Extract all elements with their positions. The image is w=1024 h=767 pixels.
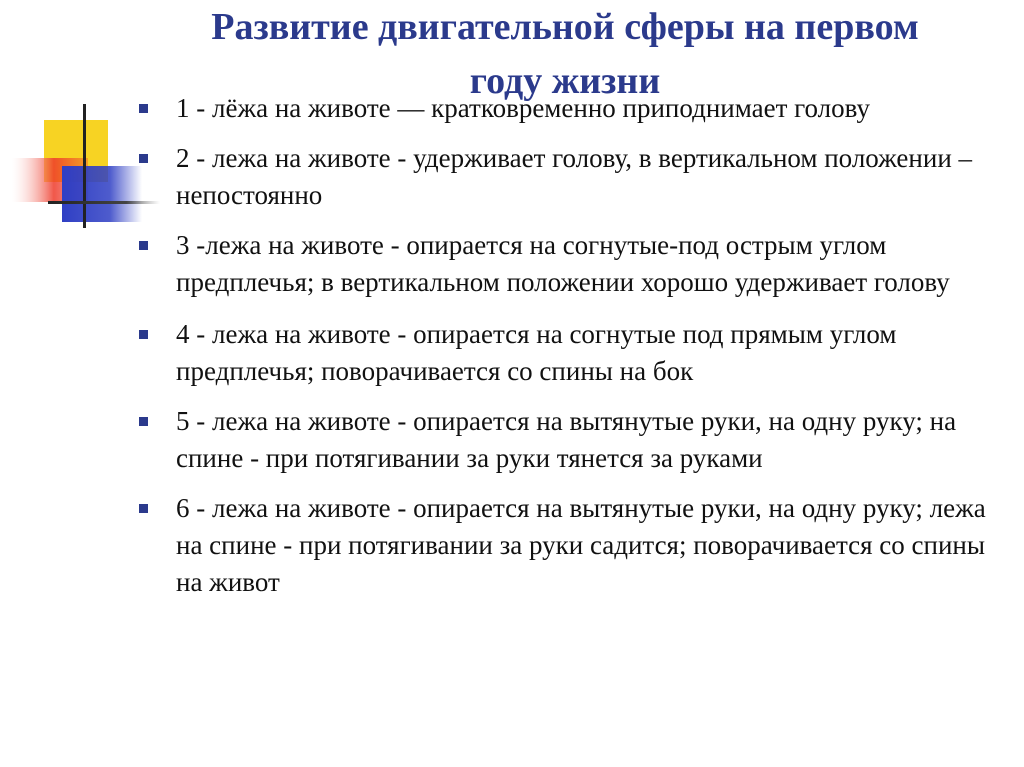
deco-blue-square [62, 166, 142, 222]
list-item-text: 1 - лёжа на животе — кратковременно приподнимает голову [176, 93, 870, 123]
square-bullet-icon [139, 417, 148, 426]
slide-title-line-2: году жизни [469, 60, 661, 102]
square-bullet-icon [139, 241, 148, 250]
slide-title-line-1: Развитие двигательной сферы на первом [211, 6, 919, 48]
deco-vertical-line [83, 104, 86, 228]
bullet-list [136, 90, 986, 614]
square-bullet-icon [139, 330, 148, 339]
list-item [136, 227, 986, 301]
list-item-text: 5 - лежа на животе - опирается на вытянутые руки, на одну руку; на спине - при потягивании за руки тянется за руками [176, 406, 957, 473]
list-item [136, 403, 986, 477]
list-item [136, 490, 986, 601]
list-item-text: 3 -лежа на животе - опирается на согнутые-под острым углом предплечья; в вертикальном положении хорошо удерживает голову [176, 230, 950, 297]
list-item [136, 90, 986, 127]
list-item-text: 6 - лежа на животе - опирается на вытянутые руки, на одну руку; лежа на спине - при потягивании за руки садится; поворачивается со спины на живот [176, 493, 986, 597]
square-bullet-icon [139, 104, 148, 113]
list-item-text: 4 - лежа на животе - опирается на согнутые под прямым углом предплечья; поворачивается со спины на бок [176, 319, 897, 386]
list-item-text: 2 - лежа на животе - удерживает голову, в вертикальном положении – непостоянно [176, 143, 973, 210]
square-bullet-icon [139, 154, 148, 163]
list-item [136, 316, 986, 390]
square-bullet-icon [139, 504, 148, 513]
list-item [136, 140, 986, 214]
